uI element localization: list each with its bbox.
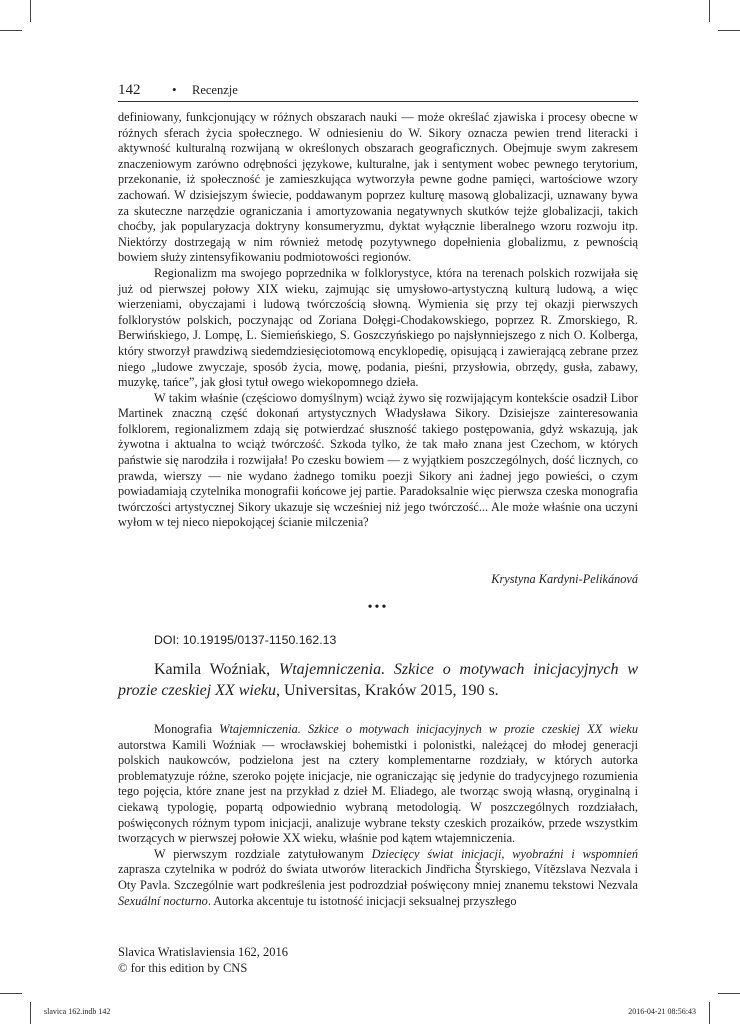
running-header xyxy=(118,82,638,102)
page-number: 142 xyxy=(118,82,141,98)
print-slug-timestamp: 2016-04-21 08:56:43 xyxy=(628,1007,696,1016)
header-bullet: • xyxy=(172,82,177,97)
crop-mark-top-left xyxy=(30,0,31,22)
reviewer-signature: Krystyna Kardyni-Pelikánová xyxy=(491,572,638,586)
section-name: Recenzje xyxy=(192,83,238,97)
p1-lead: Monografia xyxy=(154,722,220,736)
p2-work-title: Sexuální nocturno xyxy=(118,893,208,908)
review-1-paragraph: W takim właśnie (częściowo domyślnym) wciąż żywo się rozwijającym kontekście osadził Libor Martinek znaczną część dokonań artystycznych Władysława Sikory. Dzisiejsze zainteresowania folklorem, regionalizmem zdają się potwierdzać słuszność takiego postępowania, gdyż wskazują, jak żywotna i aktualna to wciąż twórczość. Szkoda tylko, że tak mało znana jest Czechom, w których państwie się narodziła i rozwijała! Po czesku bowiem — z wyjątkiem poszczególnych, dość licznych, co prawda, wierszy — nie wydano żadnego tomiku poezji Sikory ani żadnej jego powieści, o czym powiadamiają czytelnika monografii końcowe jej partie. Paradoksalnie więc pierwsza czeska monografia twórczości artystycznej Sikory ukazuje się wcześniej niż jego twórczość... Ale może właśnie ona uczyni wyłom w tej nieco niepokojącej ścianie milczenia? xyxy=(118,390,638,530)
doi-line: DOI: 10.19195/0137-1150.162.13 xyxy=(154,633,337,647)
review-1-text xyxy=(118,110,638,531)
crop-mark-top-right xyxy=(709,0,710,22)
review-2-paragraph xyxy=(118,847,638,909)
page-footer xyxy=(118,944,288,976)
crop-mark-bottom-right xyxy=(709,1002,710,1024)
journal-name: Slavica Wratislaviensia 162, 2016 xyxy=(118,945,289,959)
p2-lead: W pierwszym rozdziale zatytułowanym xyxy=(154,846,372,861)
crop-mark-bottom-left xyxy=(30,1002,31,1024)
book-citation xyxy=(118,660,638,701)
crop-mark-top-right-h xyxy=(718,30,740,31)
citation-title: Wtajemniczenia. Szkice o motywach inicjacyjnych w prozie czeskiej XX wieku xyxy=(118,661,638,699)
p2-rest: . Autorka akcentuje tu istotność inicjacji seksualnej przyszłego xyxy=(207,893,517,908)
citation-author: Kamila Woźniak, xyxy=(154,661,279,678)
review-2-paragraph xyxy=(118,722,638,847)
p1-book-title: Wtajemniczenia. Szkice o motywach inicjacyjnych w prozie czeskiej XX wieku xyxy=(219,722,639,736)
crop-mark-bottom-left-h xyxy=(0,993,22,994)
crop-mark-bottom-right-h xyxy=(718,993,740,994)
print-slug-file: slavica 162.indb 142 xyxy=(44,1007,111,1016)
review-2-text xyxy=(118,722,638,909)
citation-publisher: , Universitas, Kraków 2015, 190 s. xyxy=(276,681,499,699)
p2-chapter-title: Dziecięcy świat inicjacji, wyobraźni i wspomnień xyxy=(371,846,638,861)
copyright-line: © for this edition by CNS xyxy=(118,961,248,975)
crop-mark-top-left-h xyxy=(0,30,22,31)
p1-rest: autorstwa Kamili Woźniak — wrocławskiej bohemistki i polonistki, należącej do młodej generacji polskich naukowców, podzielona jest na cztery komplementarne rozdziały, w których autorka problematyzuje różne, szeroko pojęte inicjacje, nie ograniczając się jedynie do tradycyjnego rozumienia tego pojęcia, które znane jest na przykład z dzieł M. Eliadego, ale tworząc swoją własną, oryginalną i ciekawą typologię, popartą odpowiednio wybraną metodologią. W poszczególnych rozdziałach, poświęconych różnym typom inicjacji, analizuje wybrane teksty czeskich prozaików, przede wszystkim tworzących w pierwszej połowie XX wieku, właśnie pod kątem wtajemniczenia. xyxy=(118,737,638,846)
review-1-paragraph: definiowany, funkcjonujący w różnych obszarach nauki — może określać zjawiska i procesy obecne w różnych sferach życia społecznego. W odniesieniu do W. Sikory oznacza pewien trend literacki i aktywność kulturalną rozwijaną w określonych obszarach geograficznych. Obejmuje swym zakresem znaczeniowym zarówno odrębności językowe, kulturalne, jak i sentyment wobec pewnego terytorium, przekonanie, iż społeczność je zamieszkująca wytworzyła pewne godne pamięci, wartościowe wzory zachowań. W dzisiejszym świecie, poddawanym poprzez kulturę masową globalizacji, uznawany bywa za skuteczne narzędzie ograniczania i amortyzowania negatywnych skutków tejże globalizacji, takich choćby, jak popularyzacja doktryny konsumeryzmu, dyktat wyłącznie liberalnego wzoru rozwoju itp. Niektórzy dostrzegają w nim również metodę pozytywnego dopełnienia globalizmu, z pewnością bowiem służy zintensyfikowaniu podmiotowości regionów. xyxy=(118,110,638,265)
review-1-paragraph: Regionalizm ma swojego poprzednika w folklorystyce, która na terenach polskich rozwijała się już od pierwszej połowy XIX wieku, zajmując się umysłowo-artystyczną kulturą ludową, a więc wierzeniami, obyczajami i ludową twórczością słowną. Wymienia się przy tej okazji pierwszych folklorystów polskich, poczynając od Zoriana Dołęgi-Chodakowskiego, poprzez R. Zmorskiego, R. Berwińskiego, J. Lompę, L. Siemieńskiego, S. Goszczyńskiego po najsłynniejszego z nich O. Kolberga, który stworzył prawdziwą siedemdziesięciotomową encyklopedię, opisującą i zawierającą zebrane przez niego „ludowe zwyczaje, sposób życia, mowę, podania, pieśni, przysłowia, obrzędy, gusła, zabawy, muzykę, tańce”, jak głosi tytuł owego wiekopomnego dzieła. xyxy=(118,265,638,390)
p2-middle: zaprasza czytelnika w podróż do świata utworów literackich Jindřicha Štyrskiego, Vítězslava Nezvala i Oty Pavla. Szczególnie wart podkreślenia jest podrozdział poświęcony mniej znanemu tekstowi Nezvala xyxy=(118,862,638,892)
section-separator: ••• xyxy=(367,600,389,615)
header-rule xyxy=(118,101,638,102)
